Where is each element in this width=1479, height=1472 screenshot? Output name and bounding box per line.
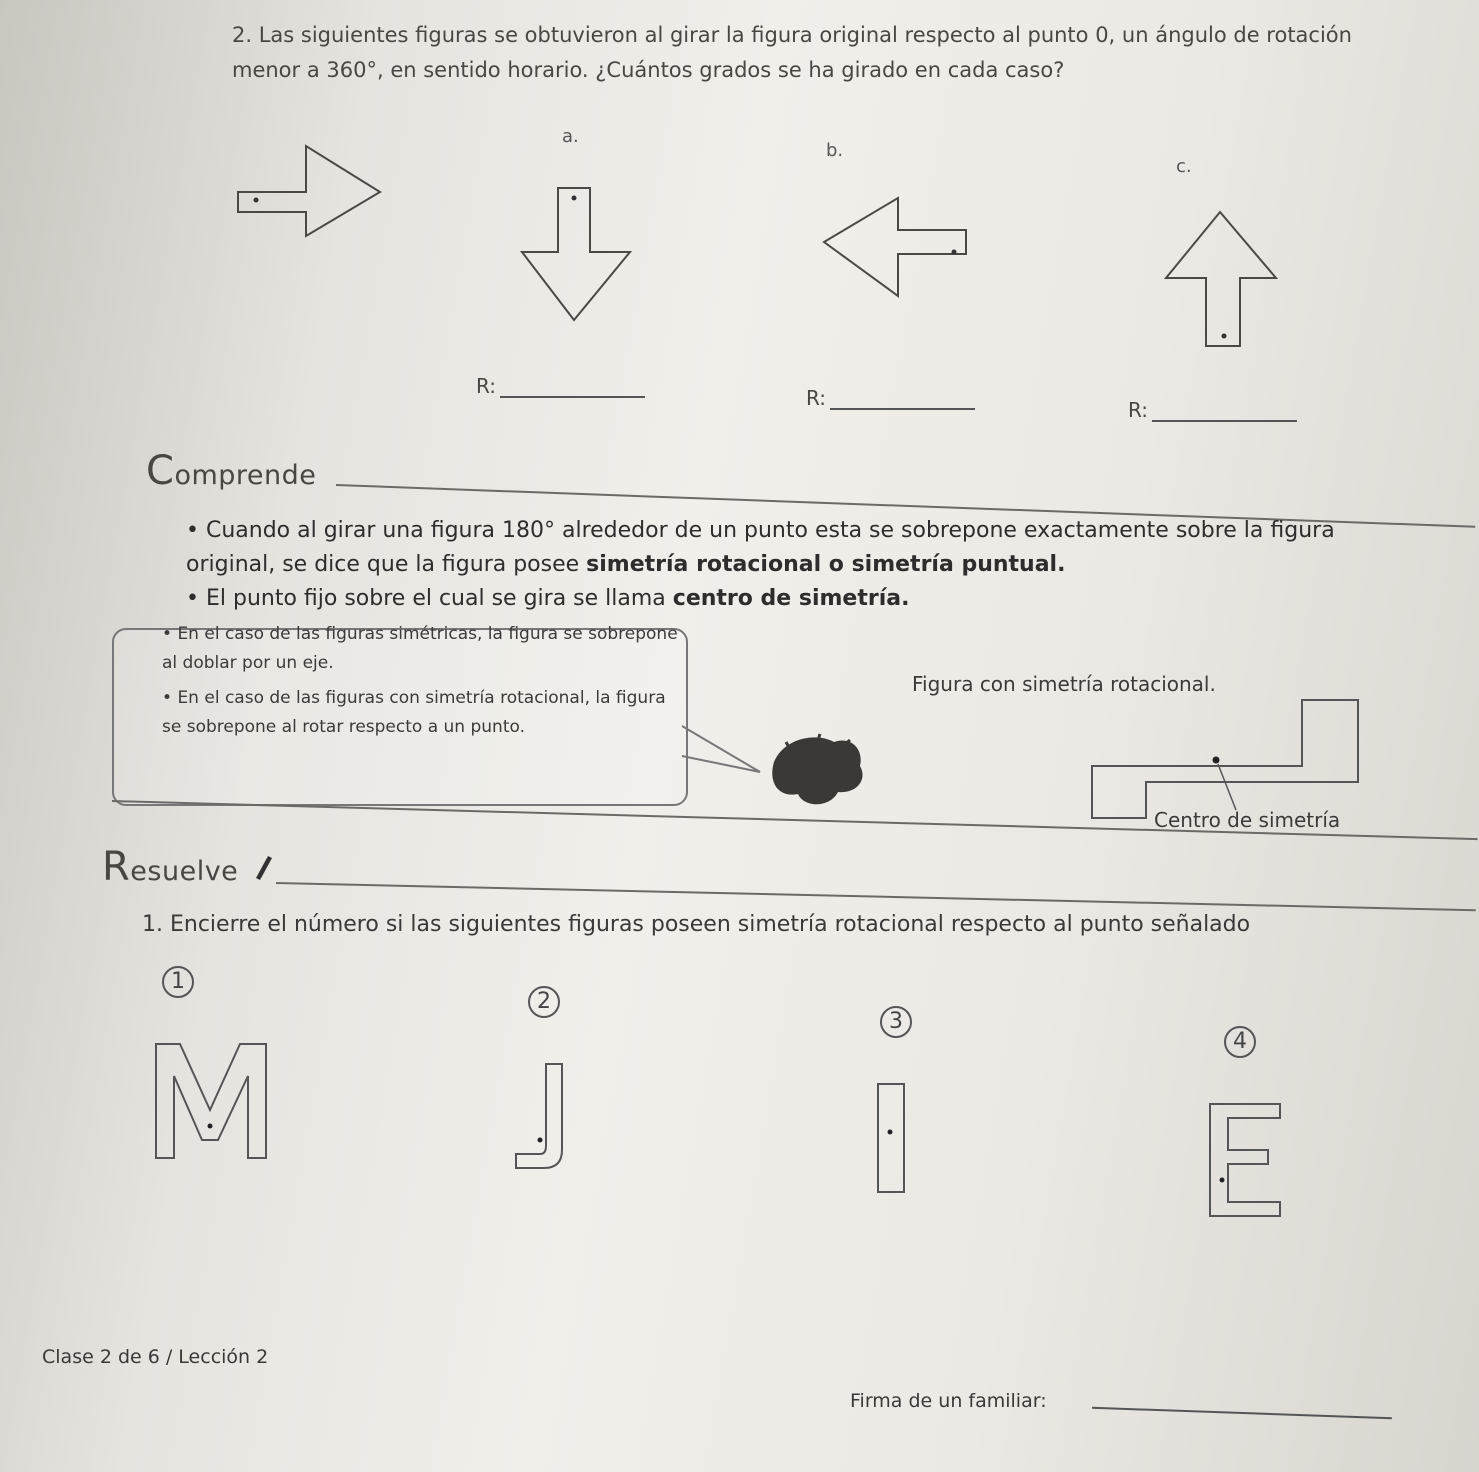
bullet-rotational-symmetry: • Cuando al girar una figura 180° alrededor de un punto esta se sobrepone exactamente sobre la figura original, se dice que la figura posee simetría rotacional o simetría puntual.	[186, 518, 1335, 577]
letter-j-figure	[500, 1058, 580, 1188]
answer-c[interactable]: R:	[1128, 398, 1297, 422]
comprende-heading: Comprende	[146, 448, 317, 494]
letter-i-figure	[872, 1080, 912, 1200]
answer-a[interactable]: R:	[476, 374, 645, 398]
arrow-c-up-figure	[1158, 208, 1278, 358]
original-arrow-figure	[236, 140, 396, 250]
character-illustration	[764, 732, 874, 812]
answer-b[interactable]: R:	[806, 386, 975, 410]
arrow-b-left-figure	[820, 196, 980, 306]
question-1-text: 1. Encierre el número si las siguientes figuras poseen simetría rotacional respecto al punto señalado	[142, 912, 1251, 937]
bubble-line-point: • En el caso de las figuras con simetría rotacional, la figura se sobrepone al rotar respecto a un punto.	[162, 688, 666, 737]
pencil-icon	[252, 852, 274, 882]
label-c: c.	[1176, 156, 1192, 177]
bubble-tail	[680, 720, 770, 780]
letter-e-figure	[1206, 1100, 1286, 1230]
lesson-label: Clase 2 de 6 / Lección 2	[42, 1346, 269, 1368]
figure-caption: Figura con simetría rotacional.	[912, 672, 1216, 696]
center-caption: Centro de simetría	[1154, 808, 1341, 832]
option-number-3[interactable]: 3	[880, 1006, 912, 1038]
signature-label: Firma de un familiar:	[850, 1390, 1047, 1412]
bullet-center-of-symmetry: • El punto fijo sobre el cual se gira se llama centro de simetría.	[186, 586, 910, 611]
question-2-text: 2. Las siguientes figuras se obtuvieron al girar la figura original respecto al punto 0, un ángulo de rotación menor a 360°, en sentido horario. ¿Cuántos grados se ha girado en cada caso?	[232, 23, 1352, 82]
rotational-symmetry-figure	[1086, 696, 1366, 826]
arrow-a-down-figure	[520, 186, 640, 326]
bubble-line-axis: • En el caso de las figuras simétricas, la figura se sobrepone al doblar por un eje.	[162, 624, 678, 673]
option-number-1[interactable]: 1	[162, 966, 194, 998]
letter-m-figure	[152, 1040, 272, 1170]
label-b: b.	[826, 140, 844, 161]
resuelve-heading: Resuelve	[102, 844, 239, 890]
option-number-2[interactable]: 2	[528, 986, 560, 1018]
option-number-4[interactable]: 4	[1224, 1026, 1256, 1058]
label-a: a.	[562, 126, 579, 147]
bubble-text	[162, 620, 682, 742]
